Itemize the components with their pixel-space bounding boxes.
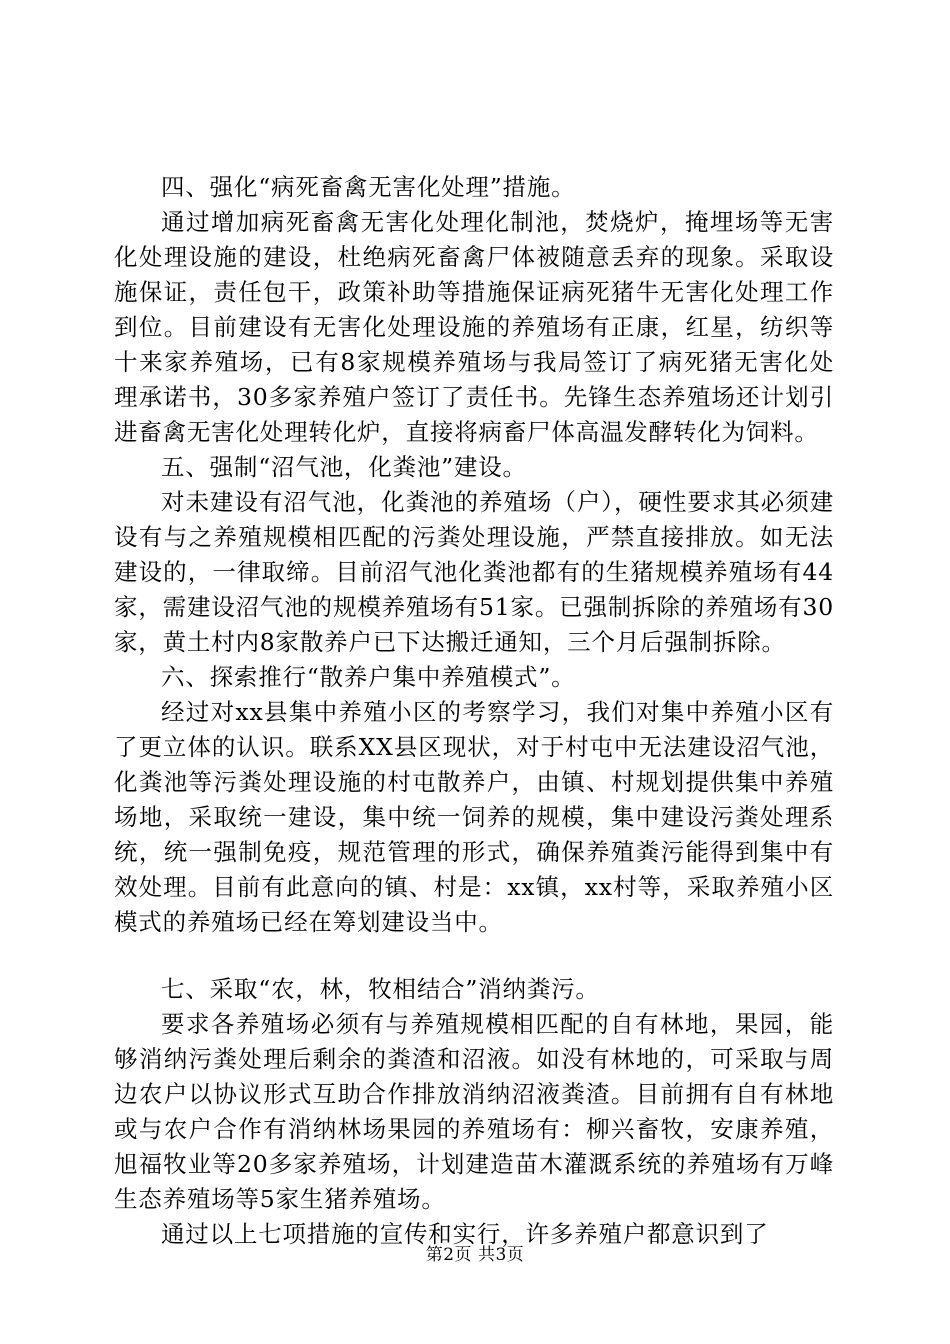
section-heading-6: 六、探索推行“散养户集中养殖模式”。 [161, 663, 576, 691]
document-body [114, 170, 834, 1252]
section-heading-7: 七、采取“农，林，牧相结合”消纳粪污。 [161, 975, 600, 1003]
body-paragraph: 经过对xx县集中养殖小区的考察学习，我们对集中养殖小区有了更立体的认识。联系XX县区现状，对于村屯中无法建设沼气池，化粪池等污粪处理设施的村屯散养户，由镇、村规划提供集中养殖场地，采取统一建设，集中统一饲养的规模，集中建设污粪处理系统，统一强制免疫，规范管理的形式，确保养殖粪污能得到集中有效处理。目前有此意向的镇、村是：xx镇，xx村等，采取养殖小区模式的养殖场已经在筹划建设当中。 [114, 698, 834, 936]
paragraph-gap [114, 940, 834, 972]
body-paragraph: 要求各养殖场必须有与养殖规模相匹配的自有林地，果园，能够消纳污粪处理后剩余的粪渣和沼液。如没有林地的，可采取与周边农户以协议形式互助合作排放消纳沼液粪渣。目前拥有自有林地或与农户合作有消纳林场果园的养殖场有：柳兴畜牧，安康养殖，旭福牧业等20多家养殖场，计划建造苗木灌溉系统的养殖场有万峰生态养殖场等5家生猪养殖场。 [114, 1010, 834, 1213]
page-number-footer: 第2页 共3页 [425, 1245, 525, 1265]
body-paragraph: 通过以上七项措施的宣传和实行，许多养殖户都意识到了 [161, 1220, 769, 1248]
body-paragraph: 对未建设有沼气池，化粪池的养殖场（户），硬性要求其必须建设有与之养殖规模相匹配的污粪处理设施，严禁直接排放。如无法建设的，一律取缔。目前沼气池化粪池都有的生猪规模养殖场有44家，需建设沼气池的规模养殖场有51家。已强制拆除的养殖场有30家，黄土村内8家散养户已下达搬迁通知，三个月后强制拆除。 [114, 488, 834, 656]
body-paragraph: 通过增加病死畜禽无害化处理化制池，焚烧炉，掩埋场等无害化处理设施的建设，杜绝病死畜禽尸体被随意丢弃的现象。采取设施保证，责任包干，政策补助等措施保证病死猪牛无害化处理工作到位。目前建设有无害化处理设施的养殖场有正康，红星，纺织等十来家养殖场，已有8家规模养殖场与我局签订了病死猪无害化处理承诺书，30多家养殖户签订了责任书。先锋生态养殖场还计划引进畜禽无害化处理转化炉，直接将病畜尸体高温发酵转化为饲料。 [114, 208, 834, 446]
section-heading-5: 五、强制“沼气池，化粪池”建设。 [161, 453, 527, 481]
section-heading-4: 四、强化“病死畜禽无害化处理”措施。 [161, 173, 576, 201]
